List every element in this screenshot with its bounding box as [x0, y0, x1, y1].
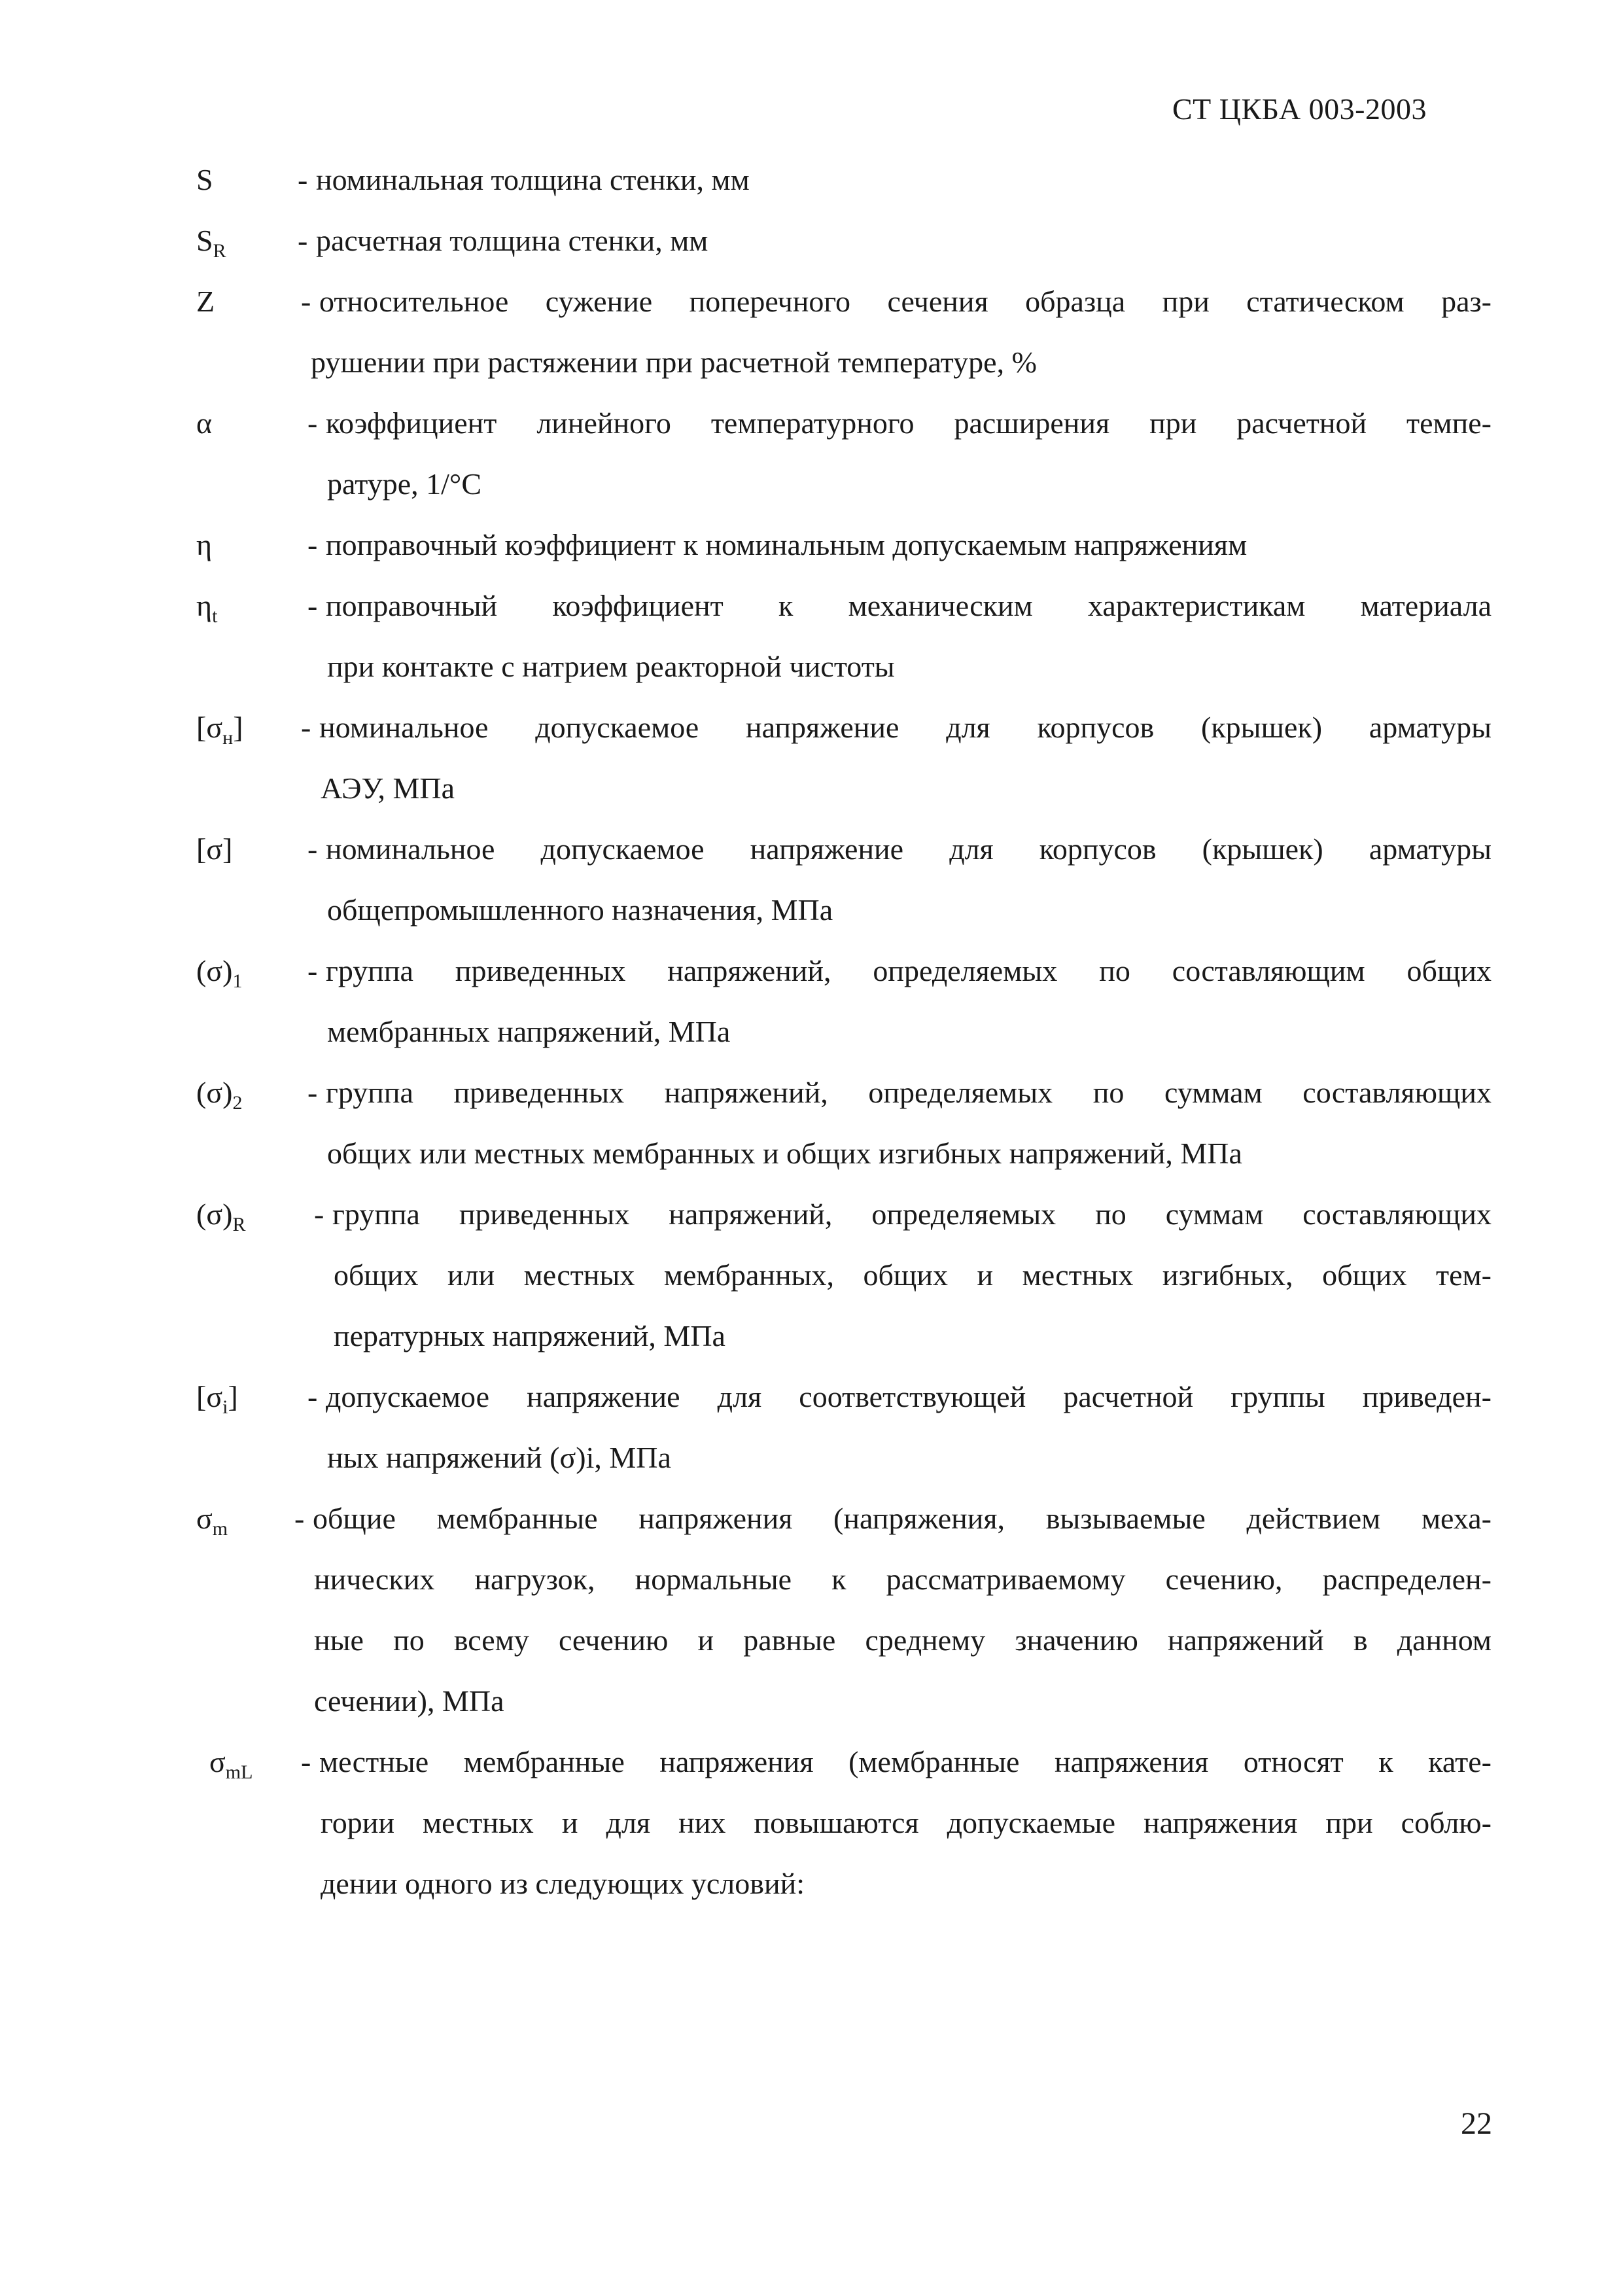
definition-dash: -	[314, 1197, 324, 1231]
symbol-subscript: н	[222, 727, 234, 749]
definition-dash: -	[301, 285, 311, 318]
definition-line: общие мембранные напряжения (напряжения, вызываемые действием меха-	[313, 1502, 1492, 1535]
definition-line: ные по всему сечению и равные среднему значению напряжений в данном	[314, 1623, 1492, 1657]
definition-line: номинальное допускаемое напряжение для корпусов (крышек) арматуры	[319, 711, 1492, 744]
definition-line: группа приведенных напряжений, определяемых по суммам составляющих	[332, 1197, 1492, 1231]
definition-line: группа приведенных напряжений, определяемых по составляющим общих	[326, 954, 1492, 987]
definition-line: номинальная толщина стенки, мм	[316, 163, 750, 196]
symbol	[196, 210, 226, 275]
symbol	[196, 697, 243, 762]
symbol-main: [σ	[196, 1380, 223, 1413]
definition-dash: -	[307, 954, 318, 987]
symbol-main: (σ)	[196, 1197, 233, 1231]
definition-line: местные мембранные напряжения (мембранные напряжения относят к кате-	[319, 1745, 1492, 1778]
definition-line: общих или местных мембранных и общих изгибных напряжений, МПа	[327, 1137, 1242, 1170]
symbol	[196, 1184, 245, 1248]
symbol-tail: ]	[233, 711, 243, 744]
document-code: СТ ЦКБА 003-2003	[1172, 92, 1427, 126]
symbol	[196, 1062, 242, 1127]
symbol-main: σ	[196, 1502, 213, 1535]
definition-line: группа приведенных напряжений, определяемых по суммам составляющих	[326, 1076, 1492, 1109]
page-number: 22	[1461, 2106, 1492, 2141]
symbol-main: [σ]	[196, 832, 233, 866]
symbol-subscript: 2	[232, 1092, 243, 1114]
definition-line: коэффициент линейного температурного расширения при расчетной темпе-	[326, 406, 1492, 440]
symbol	[196, 819, 232, 879]
symbol-subscript: m	[212, 1518, 228, 1540]
symbol-main: S	[196, 163, 213, 196]
definition-line: ных напряжений (σ)i, МПа	[327, 1441, 671, 1474]
definition-line: рушении при растяжении при расчетной температуре, %	[311, 345, 1037, 379]
symbol	[196, 575, 217, 640]
symbol-entry	[196, 697, 1492, 819]
symbol-subscript: i	[222, 1396, 228, 1418]
symbol-main: σ	[209, 1745, 226, 1778]
symbol-subscript: mL	[225, 1761, 253, 1783]
symbol-entry	[196, 271, 1492, 393]
definition-dash: -	[307, 1076, 318, 1109]
definition-line: АЭУ, МПа	[321, 771, 455, 805]
symbol	[196, 1366, 238, 1431]
symbol-main: η	[196, 528, 213, 561]
symbol-entry	[196, 1731, 1492, 1914]
symbol-entry	[196, 514, 1492, 575]
definition-line: допускаемое напряжение для соответствующей расчетной группы приведен-	[326, 1380, 1492, 1413]
definition-dash: -	[307, 528, 318, 561]
symbol-main: α	[196, 406, 213, 440]
definition-dash: -	[307, 589, 318, 622]
definition-dash: -	[294, 1502, 305, 1535]
symbol-entry	[196, 1184, 1492, 1366]
symbol-entry	[196, 210, 1492, 271]
symbol-entry	[196, 940, 1492, 1062]
definition-line: общих или местных мембранных, общих и местных изгибных, общих тем-	[334, 1258, 1492, 1292]
symbol-main: [σ	[196, 711, 223, 744]
definition-line: нических нагрузок, нормальные к рассматриваемому сечению, распределен-	[314, 1563, 1492, 1596]
symbol-list	[196, 149, 1492, 1914]
definition-line: гории местных и для них повышаются допускаемые напряжения при соблю-	[321, 1806, 1492, 1839]
definition-line: пературных напряжений, МПа	[334, 1319, 725, 1352]
symbol	[196, 393, 212, 453]
symbol-subscript: t	[212, 605, 218, 627]
symbol-main: (σ)	[196, 954, 233, 987]
definition-line: ратуре, 1/°C	[327, 467, 481, 501]
definition-dash: -	[307, 832, 318, 866]
symbol-main: S	[196, 224, 213, 257]
definition-dash: -	[298, 224, 308, 257]
symbol-main: Z	[196, 285, 215, 318]
definition-dash: -	[307, 1380, 318, 1413]
definition-line: при контакте с натрием реакторной чистоты	[327, 650, 895, 683]
definition-line: поправочный коэффициент к механическим характеристикам материала	[326, 589, 1492, 622]
definition-line: поправочный коэффициент к номинальным допускаемым напряжениям	[326, 528, 1248, 561]
definition-line: относительное сужение поперечного сечения образца при статическом раз-	[319, 285, 1492, 318]
definition-line: сечении), МПа	[314, 1684, 504, 1718]
definition-dash: -	[301, 1745, 311, 1778]
definition-line: общепромышленного назначения, МПа	[327, 893, 833, 927]
symbol-entry	[196, 1062, 1492, 1184]
symbol	[196, 514, 212, 575]
symbol-tail: ]	[228, 1380, 238, 1413]
symbol-subscript: R	[232, 1214, 246, 1235]
symbol	[209, 1731, 253, 1796]
definition-dash: -	[307, 406, 318, 440]
definition-line: расчетная толщина стенки, мм	[316, 224, 708, 257]
symbol-subscript: R	[213, 240, 226, 262]
symbol	[196, 149, 213, 210]
symbol-entry	[196, 393, 1492, 514]
symbol-entry	[196, 819, 1492, 940]
symbol	[196, 271, 215, 332]
symbol-entry	[196, 149, 1492, 210]
definition-dash: -	[298, 163, 308, 196]
definition-dash: -	[301, 711, 311, 744]
symbol-entry	[196, 575, 1492, 697]
symbol-entry	[196, 1488, 1492, 1731]
definition-line: номинальное допускаемое напряжение для корпусов (крышек) арматуры	[326, 832, 1492, 866]
symbol	[196, 940, 242, 1005]
symbol-subscript: 1	[232, 970, 243, 992]
definition-line: дении одного из следующих условий:	[321, 1867, 805, 1900]
symbol-main: (σ)	[196, 1076, 233, 1109]
symbol-main: η	[196, 589, 213, 622]
symbol-entry	[196, 1366, 1492, 1488]
definition-line: мембранных напряжений, МПа	[327, 1015, 731, 1048]
symbol	[196, 1488, 228, 1553]
